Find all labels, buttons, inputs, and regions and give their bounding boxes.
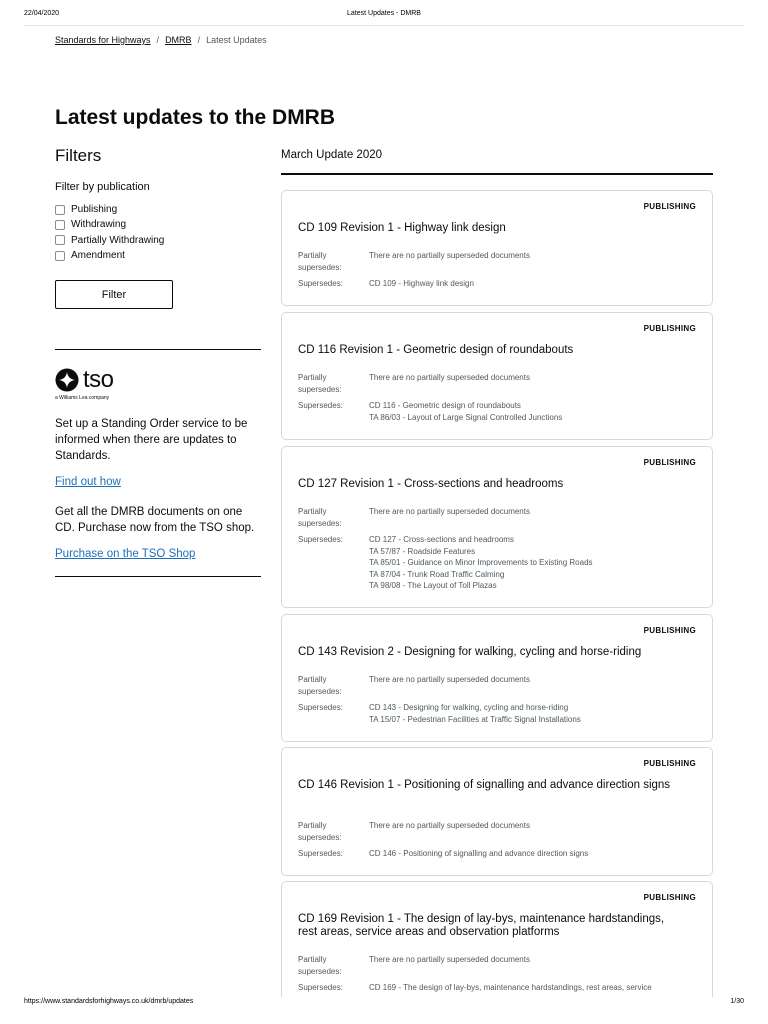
print-url: https://www.standardsforhighways.co.uk/dmrb/updates: [24, 998, 194, 1005]
superseded-document: CD 169 - The design of lay-bys, maintenance hardstandings, rest areas, service: [369, 983, 652, 992]
tso-subtitle: a Williams Lea company: [55, 395, 110, 402]
status-badge: PUBLISHING: [643, 202, 696, 211]
document-title: CD 116 Revision 1 - Geometric design of roundabouts: [298, 344, 574, 356]
partially-supersedes-label: Partially supersedes:: [298, 955, 342, 976]
standing-order-text: Set up a Standing Order service to be informed when there are updates to Standards.: [55, 418, 248, 463]
sidebar-divider: [55, 349, 261, 350]
supersedes-row: [298, 278, 696, 290]
supersedes-row: [298, 534, 696, 592]
update-heading: March Update 2020: [281, 146, 713, 175]
filter-option-label: Publishing: [71, 204, 118, 216]
supersedes-row: [298, 848, 696, 860]
document-title: CD 146 Revision 1 - Positioning of signalling and advance direction signs: [298, 779, 671, 791]
filter-option-amendment[interactable]: [55, 248, 261, 263]
filter-by-label: Filter by publication: [55, 181, 150, 193]
updates-main: [281, 146, 713, 175]
partially-supersedes-row: [298, 674, 696, 697]
withdrawing-checkbox[interactable]: [55, 220, 65, 230]
update-card[interactable]: [281, 190, 713, 306]
partially-supersedes-label: Partially supersedes:: [298, 821, 342, 842]
partially-supersedes-value: There are no partially superseded documents: [369, 373, 530, 382]
find-out-how-link[interactable]: Find out how: [55, 476, 121, 489]
supersedes-row: [298, 982, 696, 994]
filters-heading: Filters: [55, 146, 102, 165]
filter-option-publishing[interactable]: [55, 202, 261, 217]
partially-supersedes-label: Partially supersedes:: [298, 251, 342, 272]
partially-supersedes-label: Partially supersedes:: [298, 675, 342, 696]
superseded-document: CD 146 - Positioning of signalling and advance direction signs: [369, 849, 589, 858]
print-title: Latest Updates - DMRB: [347, 10, 421, 17]
breadcrumb-separator: /: [197, 35, 201, 45]
breadcrumb-dmrb-link[interactable]: DMRB: [165, 35, 192, 45]
supersedes-row: [298, 702, 696, 725]
supersedes-value: [369, 848, 696, 860]
partially-supersedes-value: There are no partially superseded documents: [369, 507, 530, 516]
status-badge: PUBLISHING: [643, 626, 696, 635]
purchase-text: Get all the DMRB documents on one CD. Purchase now from the TSO shop.: [55, 506, 255, 535]
breadcrumb: [55, 35, 267, 45]
supersedes-label: Supersedes:: [298, 401, 343, 410]
filter-option-label: Amendment: [71, 250, 125, 262]
sidebar-divider: [55, 576, 261, 577]
superseded-document: CD 109 - Highway link design: [369, 279, 474, 288]
filter-option-partially-withdrawing[interactable]: [55, 233, 261, 248]
supersedes-label: Supersedes:: [298, 849, 343, 858]
supersedes-value: [369, 982, 696, 994]
update-card[interactable]: [281, 614, 713, 742]
supersedes-label: Supersedes:: [298, 983, 343, 992]
partially-supersedes-value: There are no partially superseded documents: [369, 821, 530, 830]
update-card[interactable]: [281, 312, 713, 440]
update-card[interactable]: [281, 881, 713, 997]
partially-supersedes-label: Partially supersedes:: [298, 507, 342, 528]
superseded-document: TA 15/07 - Pedestrian Facilities at Traffic Signal Installations: [369, 714, 581, 724]
filter-option-withdrawing[interactable]: [55, 217, 261, 232]
update-card[interactable]: [281, 747, 713, 876]
superseded-document: TA 85/01 - Guidance on Minor Improvements to Existing Roads: [369, 558, 593, 567]
partially-supersedes-row: [298, 372, 696, 395]
supersedes-value: [369, 534, 696, 592]
tso-shop-link[interactable]: Purchase on the TSO Shop: [55, 548, 196, 561]
breadcrumb-standards-link[interactable]: Standards for Highways: [55, 35, 151, 45]
filters-sidebar: [55, 146, 261, 577]
partially-supersedes-value: There are no partially superseded documents: [369, 251, 530, 260]
supersedes-label: Supersedes:: [298, 535, 343, 544]
partially-supersedes-value: There are no partially superseded documents: [369, 955, 530, 964]
tso-logo: [55, 366, 261, 394]
status-badge: PUBLISHING: [643, 458, 696, 467]
breadcrumb-separator: /: [156, 35, 160, 45]
superseded-document: CD 143 - Designing for walking, cycling and horse-riding: [369, 703, 569, 712]
print-header: [24, 10, 744, 24]
tso-emblem-icon: [55, 368, 79, 392]
superseded-document: TA 87/04 - Trunk Road Traffic Calming: [369, 569, 505, 579]
superseded-document: TA 98/08 - The Layout of Toll Plazas: [369, 581, 497, 590]
filter-button[interactable]: Filter: [55, 280, 173, 309]
publishing-checkbox[interactable]: [55, 205, 65, 215]
print-page-number: 1/30: [730, 998, 744, 1005]
partially-supersedes-value: There are no partially superseded documents: [369, 675, 530, 684]
partially-withdrawing-checkbox[interactable]: [55, 235, 65, 245]
supersedes-row: [298, 400, 696, 423]
document-title: CD 143 Revision 2 - Designing for walking, cycling and horse-riding: [298, 646, 642, 658]
document-title: CD 109 Revision 1 - Highway link design: [298, 222, 506, 234]
status-badge: PUBLISHING: [643, 759, 696, 768]
breadcrumb-current: Latest Updates: [206, 35, 267, 45]
status-badge: PUBLISHING: [643, 324, 696, 333]
document-title: CD 127 Revision 1 - Cross-sections and headrooms: [298, 478, 564, 490]
superseded-document: TA 86/03 - Layout of Large Signal Controlled Junctions: [369, 412, 563, 422]
supersedes-label: Supersedes:: [298, 703, 343, 712]
supersedes-value: [369, 400, 696, 423]
filter-option-label: Partially Withdrawing: [71, 234, 165, 246]
superseded-document: CD 116 - Geometric design of roundabouts: [369, 401, 521, 410]
amendment-checkbox[interactable]: [55, 251, 65, 261]
partially-supersedes-label: Partially supersedes:: [298, 373, 342, 394]
partially-supersedes-row: [298, 250, 696, 273]
document-title: CD 169 Revision 1 - The design of lay-bys, maintenance hardstandings, rest areas, service areas and observation platforms: [298, 913, 665, 938]
superseded-document: CD 127 - Cross-sections and headrooms: [369, 535, 514, 544]
supersedes-value: [369, 278, 696, 290]
partially-supersedes-row: [298, 820, 696, 843]
partially-supersedes-row: [298, 954, 696, 977]
print-date: 22/04/2020: [24, 10, 60, 17]
superseded-document: TA 57/87 - Roadside Features: [369, 546, 476, 556]
print-header-rule: [24, 25, 744, 26]
update-card[interactable]: [281, 446, 713, 608]
print-footer: [24, 998, 744, 1010]
filter-option-label: Withdrawing: [71, 219, 127, 231]
supersedes-value: [369, 702, 696, 725]
filter-options: [55, 202, 261, 263]
page-title: Latest updates to the DMRB: [55, 106, 336, 129]
supersedes-label: Supersedes:: [298, 279, 343, 288]
partially-supersedes-row: [298, 506, 696, 529]
tso-wordmark: tso: [83, 366, 114, 394]
status-badge: PUBLISHING: [643, 893, 696, 902]
